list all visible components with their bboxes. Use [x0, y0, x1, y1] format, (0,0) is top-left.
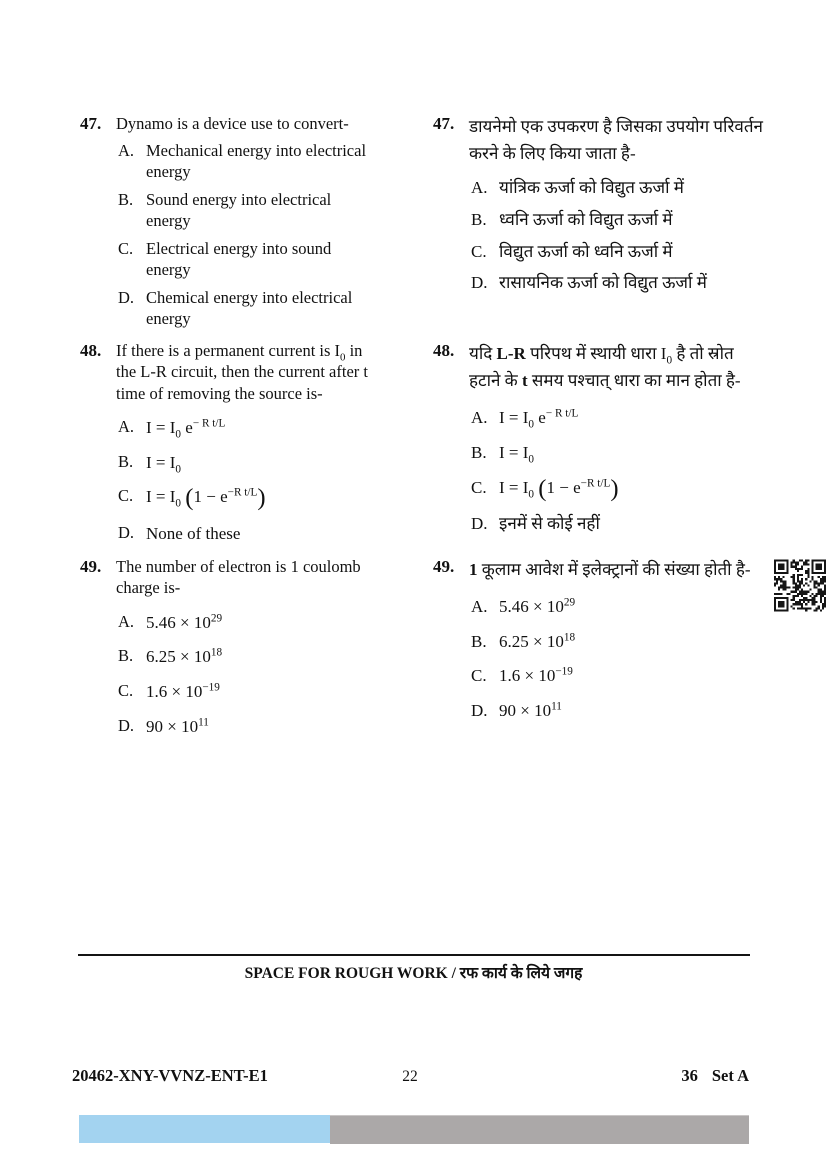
option-text: $90 \times 10^{11}$	[146, 715, 209, 736]
option-text: इनमें से कोई नहीं	[499, 513, 600, 533]
option-label: A.	[471, 178, 488, 198]
option-label: C.	[118, 486, 134, 506]
options-list	[469, 177, 770, 293]
option-d	[116, 523, 433, 545]
question-text: If there is a permanent current is $I_0$ in the L-R circuit, then the current after t time of removing the source is-	[116, 341, 368, 403]
rough-work-label: SPACE FOR ROUGH WORK / रफ कार्य के लिये जगह	[244, 965, 583, 982]
question-49-english	[80, 556, 433, 737]
option-c	[469, 474, 770, 502]
question-48-hindi	[433, 340, 770, 534]
option-label: B.	[118, 190, 134, 210]
option-label: D.	[471, 700, 488, 720]
column-hindi	[433, 340, 770, 556]
option-text: $I = I_0$ $e^{- R t/L}$	[499, 407, 579, 431]
option-text: रासायनिक ऊर्जा को विद्युत ऊर्जा में	[499, 273, 707, 293]
option-d	[469, 272, 770, 294]
option-label: C.	[471, 241, 487, 261]
option-label: C.	[118, 681, 134, 701]
question-text: The number of electron is 1 coulomb charge is-	[116, 557, 361, 598]
question-row-47	[80, 113, 770, 340]
option-a	[116, 612, 433, 634]
option-label: A.	[118, 141, 135, 161]
options-list	[116, 612, 433, 737]
option-a	[469, 407, 770, 429]
bottom-blue-bar	[79, 1115, 330, 1143]
column-english	[80, 340, 433, 556]
option-d	[469, 700, 770, 722]
option-text: Sound energy into electrical energy	[146, 190, 332, 231]
question-body	[469, 340, 770, 534]
option-text: $5.46 \times 10^{29}$	[499, 596, 576, 617]
bottom-gray-bar	[330, 1115, 749, 1144]
options-list	[469, 407, 770, 534]
options-list	[469, 596, 770, 721]
option-label: C.	[471, 477, 487, 497]
column-english	[80, 113, 433, 340]
option-text: $1.6 \times 10^{-19}$	[146, 681, 220, 702]
question-number: 48.	[80, 341, 102, 360]
questions-area	[80, 113, 770, 737]
set-info	[681, 1066, 749, 1086]
question-number: 47.	[80, 114, 102, 133]
option-label: B.	[471, 631, 487, 651]
option-label: A.	[118, 417, 135, 437]
column-english	[80, 556, 433, 737]
option-label: B.	[471, 209, 487, 229]
option-c	[116, 239, 433, 281]
question-number: 49.	[80, 557, 102, 576]
option-text: $6.25 \times 10^{18}$	[499, 631, 576, 651]
option-b	[116, 646, 433, 668]
option-b	[469, 631, 770, 653]
question-body	[469, 113, 770, 294]
option-label: D.	[471, 273, 488, 293]
option-label: A.	[471, 408, 488, 428]
qr-code	[774, 558, 826, 613]
option-b	[469, 442, 770, 464]
column-hindi	[433, 556, 770, 737]
option-text: Electrical energy into sound energy	[146, 239, 332, 280]
question-number: 47.	[433, 114, 455, 133]
option-label: B.	[118, 646, 134, 666]
option-text: $1.6 \times 10^{-19}$	[499, 665, 573, 686]
option-label: B.	[471, 442, 487, 462]
question-47-hindi	[433, 113, 770, 294]
option-d	[469, 513, 770, 535]
option-label: C.	[471, 666, 487, 686]
option-text: $I = I_0$ $e^{- R t/L}$	[146, 417, 226, 441]
option-a	[469, 596, 770, 618]
option-label: D.	[118, 715, 135, 735]
option-b	[116, 190, 433, 232]
option-c	[469, 241, 770, 263]
booklet-code: 20462-XNY-VVNZ-ENT-E1	[72, 1066, 268, 1085]
option-d	[116, 288, 433, 330]
option-a	[116, 417, 433, 439]
option-text: यांत्रिक ऊर्जा को विद्युत ऊर्जा में	[499, 178, 684, 198]
option-c	[469, 665, 770, 687]
option-text: $I = I_0$	[499, 442, 535, 466]
option-text: विद्युत ऊर्जा को ध्वनि ऊर्जा में	[499, 241, 673, 261]
option-text: Mechanical energy into electrical energy	[146, 141, 367, 182]
option-text: $I = I_0$ $(1 - e^{-R t/L})$	[499, 474, 619, 502]
set-number: 36	[681, 1066, 698, 1085]
question-row-49	[80, 556, 770, 737]
question-text: डायनेमो एक उपकरण है जिसका उपयोग परिवर्तन करने के लिए किया जाता है-	[469, 117, 763, 164]
option-text: $6.25 \times 10^{18}$	[146, 646, 223, 667]
set-label: Set A	[711, 1066, 749, 1085]
option-label: D.	[118, 288, 135, 308]
option-text: ध्वनि ऊर्जा को विद्युत ऊर्जा में	[499, 209, 673, 229]
option-label: A.	[118, 611, 135, 631]
option-a	[469, 177, 770, 199]
option-d	[116, 716, 433, 738]
option-b	[469, 209, 770, 231]
option-label: A.	[471, 597, 488, 617]
option-label: D.	[471, 513, 488, 533]
options-list	[116, 417, 433, 544]
option-text: $5.46 \times 10^{29}$	[146, 612, 223, 632]
option-a	[116, 141, 433, 183]
question-body	[116, 340, 433, 544]
option-text: $I = I_0$	[146, 452, 182, 476]
question-47-english	[80, 113, 433, 330]
question-text: 1 कूलाम आवेश में इलेक्ट्रानों की संख्या होती है-	[469, 560, 751, 579]
question-number: 49.	[433, 557, 455, 576]
option-c	[116, 484, 433, 512]
page-number: 22	[402, 1068, 418, 1085]
horizontal-rule	[78, 954, 750, 956]
option-b	[116, 452, 433, 474]
option-c	[116, 681, 433, 703]
option-text: Chemical energy into electrical energy	[146, 288, 353, 329]
option-text: $90 \times 10^{11}$	[499, 700, 562, 720]
question-text: Dynamo is a device use to convert-	[116, 114, 349, 133]
question-text: यदि L-R परिपथ में स्थायी धारा $I_0$ है तो स्रोत हटाने के t समय पश्चात् धारा का मान होता है-	[469, 344, 741, 391]
question-number: 48.	[433, 341, 455, 360]
option-label: D.	[118, 522, 135, 542]
option-text: None of these	[146, 523, 241, 543]
options-list	[116, 141, 433, 330]
column-hindi	[433, 113, 770, 340]
question-row-48	[80, 340, 770, 556]
question-body	[469, 556, 770, 722]
option-label: C.	[118, 239, 134, 259]
option-text: $I = I_0$ $(1 - e^{-R t/L})$	[146, 484, 266, 512]
question-body	[116, 556, 433, 737]
question-48-english	[80, 340, 433, 544]
question-body	[116, 113, 433, 330]
question-49-hindi	[433, 556, 770, 722]
option-label: B.	[118, 451, 134, 471]
